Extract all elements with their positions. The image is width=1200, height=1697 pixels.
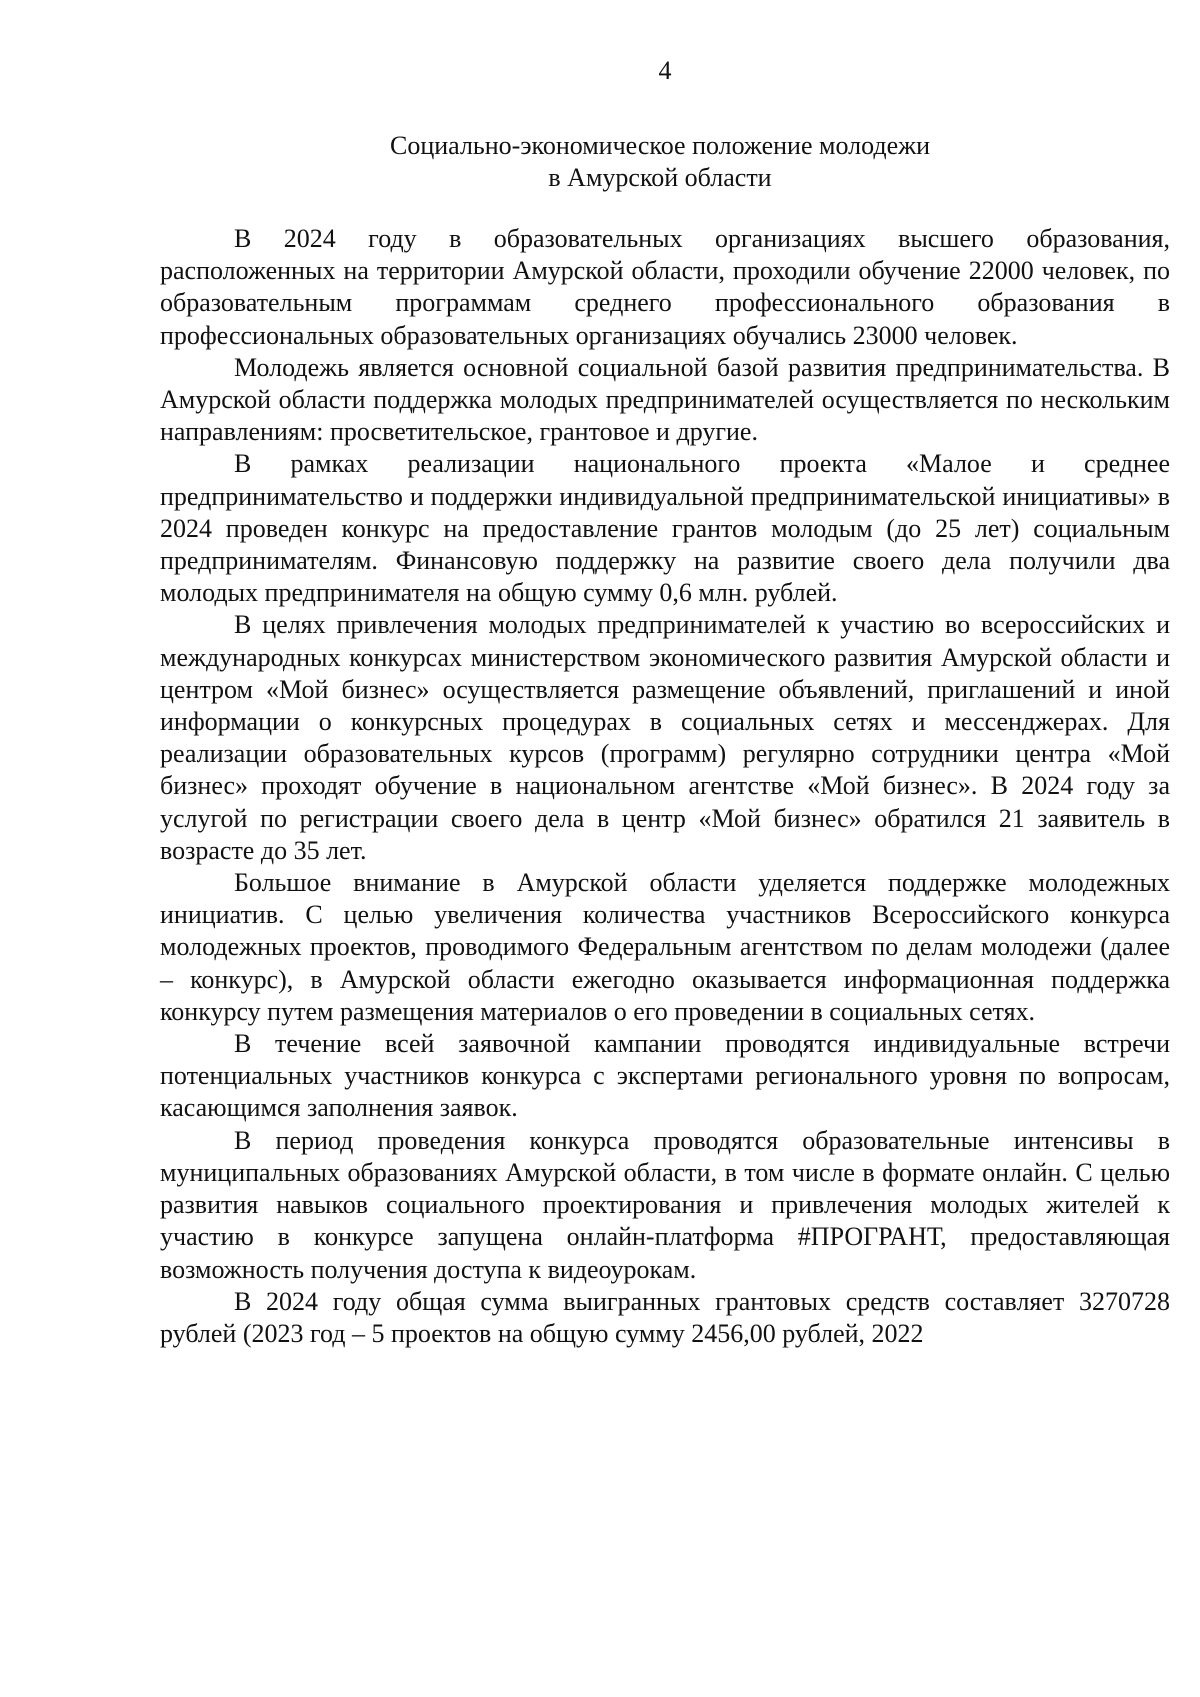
document-body	[160, 223, 1170, 1350]
paragraph-youth-entrepreneurship: Молодежь является основной социальной базой развития предпринимательства. В Амурской области поддержка молодых предпринимателей осуществляется по нескольким направлениям: просветительское, грантовое и другие.	[160, 352, 1170, 447]
paragraph-application-campaign: В течение всей заявочной кампании проводятся индивидуальные встречи потенциальных участников конкурса с экспертами регионального уровня по вопросам, касающимся заполнения заявок.	[160, 1029, 1170, 1123]
paragraph-youth-initiatives: Большое внимание в Амурской области уделяется поддержке молодежных инициатив. С целью увеличения количества участников Всероссийского конкурса молодежных проектов, проводимого Федеральным агентством по делам молодежи (далее – конкурс), в Амурской области ежегодно оказывается информационная поддержка конкурсу путем размещения материалов о его проведении в социальных сетях.	[160, 868, 1170, 1026]
paragraph-grant-totals: В 2024 году общая сумма выигранных грантовых средств составляет 3270728 рублей (2023 год – 5 проектов на общую сумму 2456,00 рублей, 2022	[160, 1286, 1170, 1348]
title-line-2: в Амурской области	[548, 163, 772, 192]
paragraph-students: В 2024 году в образовательных организациях высшего образования, расположенных на территории Амурской области, проходили обучение 22000 человек, по образовательным программам среднего профессионального образования в профессиональных образовательных организациях обучались 23000 человек.	[160, 224, 1170, 350]
paragraph-my-business-center: В целях привлечения молодых предпринимателей к участию во всероссийских и международных конкурсах министерством экономического развития Амурской области и центром «Мой бизнес» осуществляется размещение объявлений, приглашений и иной информации о конкурсных процедурах в социальных сетях и мессенджерах. Для реализации образовательных курсов (программ) регулярно сотрудники центра «Мой бизнес» проходят обучение в национальном агентстве «Мой бизнес». В 2024 году за услугой по регистрации своего дела в центр «Мой бизнес» обратился 21 заявитель в возрасте до 35 лет.	[160, 610, 1170, 865]
paragraph-educational-intensives: В период проведения конкурса проводятся образовательные интенсивы в муниципальных образованиях Амурской области, в том числе в формате онлайн. С целью развития навыков социального проектирования и привлечения молодых жителей к участию в конкурсе запущена онлайн-платформа #ПРОГРАНТ, предоставляющая возможность получения доступа к видеоурокам.	[160, 1125, 1170, 1284]
paragraph-national-project-grants: В рамках реализации национального проекта «Малое и среднее предпринимательство и поддержки индивидуальной предпринимательской инициативы» в 2024 проведен конкурс на предоставление грантов молодым (до 25 лет) социальным предпринимателям. Финансовую поддержку на развитие своего дела получили два молодых предпринимателя на общую сумму 0,6 млн. рублей.	[160, 449, 1170, 608]
title-line-1: Социально-экономическое положение молодежи	[390, 131, 930, 160]
page-number: 4	[658, 56, 672, 85]
document-title	[60, 130, 1200, 194]
